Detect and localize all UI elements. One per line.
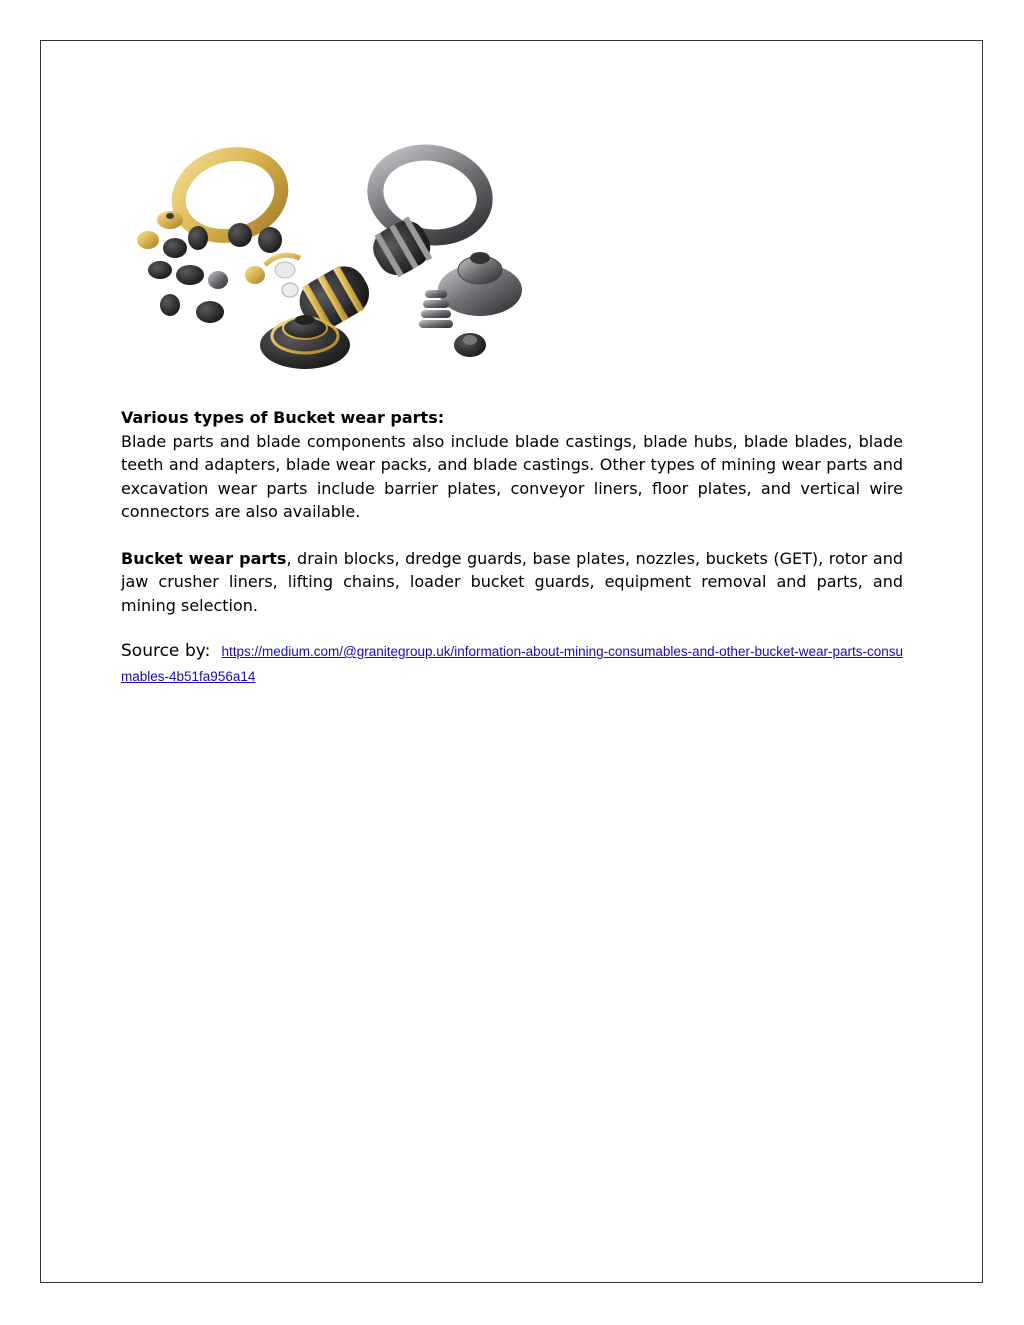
source-link[interactable]: https://medium.com/@granitegroup.uk/information-about-mining-consumables-and-other-bucket-wear-parts-consumables-4b51fa956a14 [121, 644, 903, 684]
paragraph-blade-parts: Blade parts and blade components also include blade castings, blade hubs, blade blades, blade teeth and adapters, blade wear packs, and blade castings. Other types of mining wear parts and excavation wear parts include barrier plates, conveyor liners, floor plates, and vertical wire connectors are also available. [121, 431, 903, 521]
paragraph-bucket-wear-parts-text: , drain blocks, dredge guards, base plates, nozzles, buckets (GET), rotor and jaw crusher liners, lifting chains, loader bucket guards, equipment removal and parts, and mining selection. [121, 548, 904, 615]
bucket-wear-parts-photo [130, 140, 526, 376]
section-heading: Various types of Bucket wear parts: [121, 408, 445, 427]
bucket-wear-parts-lead: Bucket wear parts [121, 548, 287, 568]
paragraph-bucket-wear-parts [121, 547, 903, 618]
source-label: Source by: [121, 641, 211, 661]
article-content [121, 406, 903, 689]
source-line [121, 639, 903, 689]
